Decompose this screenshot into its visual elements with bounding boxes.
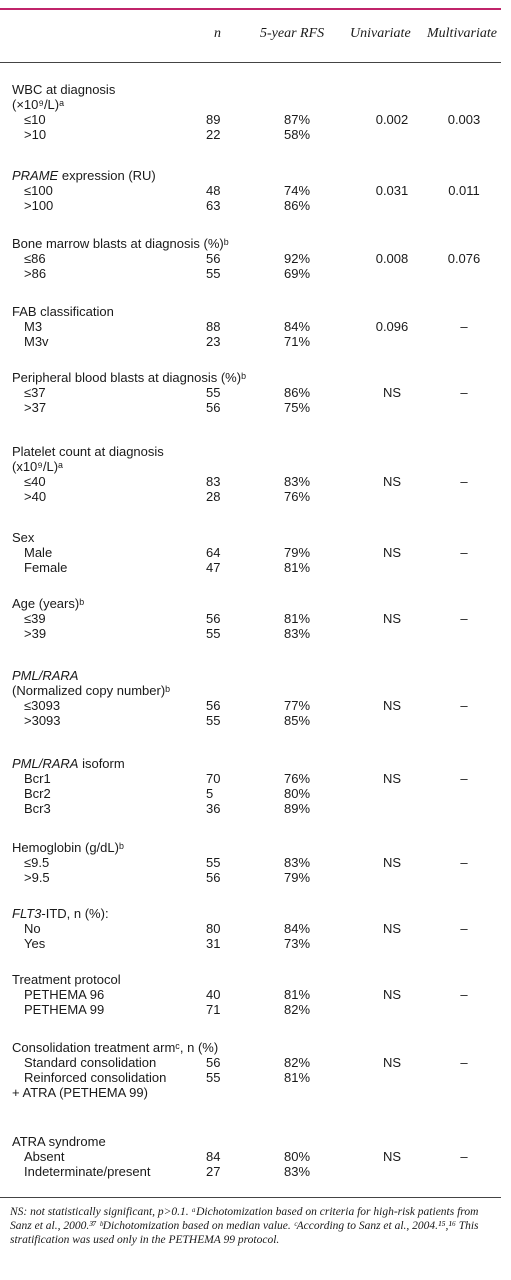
row-label: M3v — [24, 334, 49, 349]
cell-multivariate: – — [460, 1149, 468, 1164]
row-label: Bcr2 — [24, 786, 51, 801]
row-label: Indeterminate/present — [24, 1164, 151, 1179]
bottom-rule — [0, 1197, 501, 1198]
row-label: Standard consolidation — [24, 1055, 157, 1070]
cell-univariate: 0.031 — [375, 183, 409, 198]
cell-rfs: 86% — [284, 198, 311, 213]
row-label: M3 — [24, 319, 43, 334]
cell-rfs: 79% — [284, 545, 311, 560]
table-row — [0, 786, 511, 801]
row-label: Male — [24, 545, 53, 560]
table-row — [0, 771, 511, 786]
cell-n: 27 — [206, 1164, 221, 1179]
table-row — [0, 626, 511, 641]
table-row — [0, 698, 511, 713]
table-header — [0, 26, 511, 46]
cell-rfs: 81% — [284, 987, 311, 1002]
cell-n: 56 — [206, 251, 221, 266]
variable-group — [0, 370, 511, 415]
table-row — [0, 474, 511, 489]
cell-multivariate: – — [460, 385, 468, 400]
variable-title: Consolidation treatment armᶜ, n (%) — [12, 1040, 219, 1055]
cell-rfs: 81% — [284, 1070, 311, 1085]
cell-rfs: 80% — [284, 1149, 311, 1164]
cell-n: 48 — [206, 183, 221, 198]
cell-rfs: 92% — [284, 251, 311, 266]
variable-title: Platelet count at diagnosis — [12, 444, 164, 459]
cell-multivariate: 0.076 — [447, 251, 481, 266]
row-label: Yes — [24, 936, 46, 951]
cell-rfs: 76% — [284, 771, 311, 786]
cell-univariate: NS — [382, 698, 402, 713]
variable-title-italic: PML/RARA — [12, 668, 79, 683]
row-label: No — [24, 921, 41, 936]
top-rule — [0, 8, 501, 10]
variable-title — [12, 168, 156, 183]
cell-rfs: 75% — [284, 400, 311, 415]
variable-title: WBC at diagnosis — [12, 82, 116, 97]
cell-n: 89 — [206, 112, 221, 127]
cell-multivariate: – — [460, 855, 468, 870]
variable-title — [12, 668, 78, 683]
cell-multivariate: 0.011 — [448, 183, 480, 198]
cell-rfs: 83% — [284, 626, 311, 641]
cell-n: 55 — [206, 855, 221, 870]
variable-group — [0, 444, 511, 504]
cell-univariate: NS — [382, 1149, 402, 1164]
cell-rfs: 86% — [284, 385, 311, 400]
cell-rfs: 79% — [284, 870, 311, 885]
row-label: ≤39 — [24, 611, 46, 626]
cell-rfs: 84% — [284, 921, 311, 936]
table-row — [0, 400, 511, 415]
row-label: ≤100 — [24, 183, 53, 198]
variable-group — [0, 668, 511, 728]
cell-rfs: 85% — [284, 713, 311, 728]
row-label: ≤40 — [24, 474, 46, 489]
cell-univariate: 0.002 — [375, 112, 409, 127]
cell-rfs: 82% — [284, 1055, 311, 1070]
row-label: >39 — [24, 626, 47, 641]
row-label: Reinforced consolidation — [24, 1070, 167, 1085]
cell-univariate: NS — [382, 385, 402, 400]
cell-n: 70 — [206, 771, 221, 786]
header-n: n — [214, 26, 221, 41]
row-label: Bcr3 — [24, 801, 51, 816]
variable-title-rest: isoform — [78, 756, 125, 771]
variable-title: FAB classification — [12, 304, 114, 319]
cell-n: 64 — [206, 545, 221, 560]
cell-n: 56 — [206, 870, 221, 885]
variable-title-italic: PML/RARA — [12, 756, 79, 771]
cell-rfs: 71% — [284, 334, 311, 349]
cell-rfs: 83% — [284, 1164, 311, 1179]
table-row — [0, 385, 511, 400]
variable-title: (x10⁹/L)ᵃ — [12, 459, 63, 474]
variable-group — [0, 304, 511, 349]
cell-n: 63 — [206, 198, 221, 213]
variable-title-italic: PRAME — [12, 168, 59, 183]
cell-n: 28 — [206, 489, 221, 504]
cell-n: 80 — [206, 921, 221, 936]
row-label: >40 — [24, 489, 47, 504]
variable-title: ATRA syndrome — [12, 1134, 106, 1149]
variable-group — [0, 82, 511, 142]
table-footnote: NS: not statistically significant, p>0.1. ᵃDichotomization based on criteria for high-risk patients from Sanz et al., 2000.³⁷ ᵇDichotomization based on median value. ᶜAccording to Sanz et al., 2004.¹⁵,¹⁶ This stratification was used only in the PETHEMA 99 protocol. — [10, 1206, 479, 1246]
variable-group — [0, 236, 511, 281]
cell-rfs: 77% — [284, 698, 311, 713]
row-label: ≤86 — [24, 251, 46, 266]
cell-univariate: 0.096 — [375, 319, 409, 334]
variable-title-rest: expression (RU) — [58, 168, 156, 183]
variable-title: Age (years)ᵇ — [12, 596, 85, 611]
variable-group — [0, 168, 511, 213]
variable-title-rest: -ITD, n (%): — [41, 906, 109, 921]
cell-n: 56 — [206, 400, 221, 415]
cell-n: 56 — [206, 698, 221, 713]
row-label: >37 — [24, 400, 47, 415]
table-row — [0, 1055, 511, 1070]
variable-group — [0, 596, 511, 641]
row-label: Female — [24, 560, 68, 575]
row-label: >100 — [24, 198, 54, 213]
table-row — [0, 183, 511, 198]
table-row — [0, 1085, 511, 1100]
table-row — [0, 1070, 511, 1085]
cell-multivariate: – — [460, 545, 468, 560]
cell-rfs: 80% — [284, 786, 311, 801]
row-label: + ATRA (PETHEMA 99) — [12, 1085, 148, 1100]
variable-group — [0, 1134, 511, 1179]
cell-n: 22 — [206, 127, 221, 142]
cell-univariate: NS — [382, 474, 402, 489]
cell-multivariate: – — [460, 987, 468, 1002]
cell-n: 55 — [206, 385, 221, 400]
cell-rfs: 81% — [284, 611, 311, 626]
row-label: ≤3093 — [24, 698, 61, 713]
cell-rfs: 58% — [284, 127, 311, 142]
cell-rfs: 83% — [284, 855, 311, 870]
cell-rfs: 84% — [284, 319, 311, 334]
cell-rfs: 76% — [284, 489, 311, 504]
variable-group — [0, 972, 511, 1017]
cell-rfs: 74% — [284, 183, 311, 198]
cell-multivariate: – — [460, 319, 468, 334]
table-row — [0, 1002, 511, 1017]
cell-rfs: 83% — [284, 474, 311, 489]
row-label: >10 — [24, 127, 47, 142]
cell-multivariate: – — [460, 1055, 468, 1070]
variable-group — [0, 530, 511, 575]
cell-n: 23 — [206, 334, 221, 349]
table-row — [0, 611, 511, 626]
variable-title: (Normalized copy number)ᵇ — [12, 683, 171, 698]
table-row — [0, 266, 511, 281]
variable-title: Bone marrow blasts at diagnosis (%)ᵇ — [12, 236, 229, 251]
row-label: >3093 — [24, 713, 61, 728]
cell-n: 31 — [206, 936, 221, 951]
variable-title: Treatment protocol — [12, 972, 121, 987]
cell-rfs: 89% — [284, 801, 311, 816]
table-row — [0, 1164, 511, 1179]
cell-n: 5 — [206, 786, 214, 801]
variable-group — [0, 840, 511, 885]
cell-univariate: NS — [382, 545, 402, 560]
table-row — [0, 198, 511, 213]
table-row — [0, 127, 511, 142]
cell-rfs: 82% — [284, 1002, 311, 1017]
cell-n: 83 — [206, 474, 221, 489]
variable-title — [12, 906, 109, 921]
variable-group — [0, 1040, 511, 1100]
row-label: >86 — [24, 266, 47, 281]
cell-univariate: NS — [382, 611, 402, 626]
table-row — [0, 1149, 511, 1164]
cell-rfs: 73% — [284, 936, 311, 951]
cell-n: 55 — [206, 713, 221, 728]
table-row — [0, 334, 511, 349]
row-label: PETHEMA 96 — [24, 987, 105, 1002]
table-row — [0, 987, 511, 1002]
row-label: >9.5 — [24, 870, 50, 885]
row-label: Bcr1 — [24, 771, 51, 786]
cell-n: 40 — [206, 987, 221, 1002]
cell-multivariate: – — [460, 698, 468, 713]
variable-title: (×10⁹/L)ᵃ — [12, 97, 64, 112]
cell-n: 56 — [206, 1055, 221, 1070]
header-univariate: Univariate — [350, 26, 411, 41]
table-row — [0, 489, 511, 504]
cell-n: 36 — [206, 801, 221, 816]
cell-n: 84 — [206, 1149, 221, 1164]
row-label: ≤37 — [24, 385, 46, 400]
cell-rfs: 81% — [284, 560, 311, 575]
cell-univariate: NS — [382, 855, 402, 870]
cell-univariate: NS — [382, 1055, 402, 1070]
cell-univariate: NS — [382, 921, 402, 936]
cell-n: 71 — [206, 1002, 221, 1017]
cell-multivariate: – — [460, 771, 468, 786]
cell-n: 56 — [206, 611, 221, 626]
cell-multivariate: – — [460, 611, 468, 626]
cell-univariate: NS — [382, 987, 402, 1002]
cell-n: 55 — [206, 626, 221, 641]
cell-n: 55 — [206, 1070, 221, 1085]
table-row — [0, 936, 511, 951]
variable-title: Peripheral blood blasts at diagnosis (%)ᵇ — [12, 370, 246, 385]
variable-group — [0, 756, 511, 816]
table-row — [0, 870, 511, 885]
table-row — [0, 560, 511, 575]
header-rule — [0, 62, 501, 63]
cell-univariate: NS — [382, 771, 402, 786]
table-row — [0, 319, 511, 334]
cell-univariate: 0.008 — [375, 251, 409, 266]
row-label: Absent — [24, 1149, 65, 1164]
cell-multivariate: 0.003 — [447, 112, 481, 127]
table-row — [0, 855, 511, 870]
row-label: ≤10 — [24, 112, 46, 127]
cell-multivariate: – — [460, 921, 468, 936]
row-label: ≤9.5 — [24, 855, 50, 870]
cell-rfs: 69% — [284, 266, 311, 281]
table-row — [0, 801, 511, 816]
table-row — [0, 713, 511, 728]
variable-title — [12, 756, 125, 771]
cell-multivariate: – — [460, 474, 468, 489]
variable-title-italic: FLT3 — [12, 906, 42, 921]
cell-n: 55 — [206, 266, 221, 281]
variable-title: Sex — [12, 530, 35, 545]
variable-group — [0, 906, 511, 951]
table-row — [0, 921, 511, 936]
header-multivariate: Multivariate — [427, 26, 497, 41]
cell-rfs: 87% — [284, 112, 311, 127]
header-rfs: 5-year RFS — [260, 26, 325, 41]
row-label: PETHEMA 99 — [24, 1002, 105, 1017]
cell-n: 47 — [206, 560, 221, 575]
table-row — [0, 112, 511, 127]
table-row — [0, 545, 511, 560]
table-row — [0, 251, 511, 266]
variable-title: Hemoglobin (g/dL)ᵇ — [12, 840, 124, 855]
cell-n: 88 — [206, 319, 221, 334]
